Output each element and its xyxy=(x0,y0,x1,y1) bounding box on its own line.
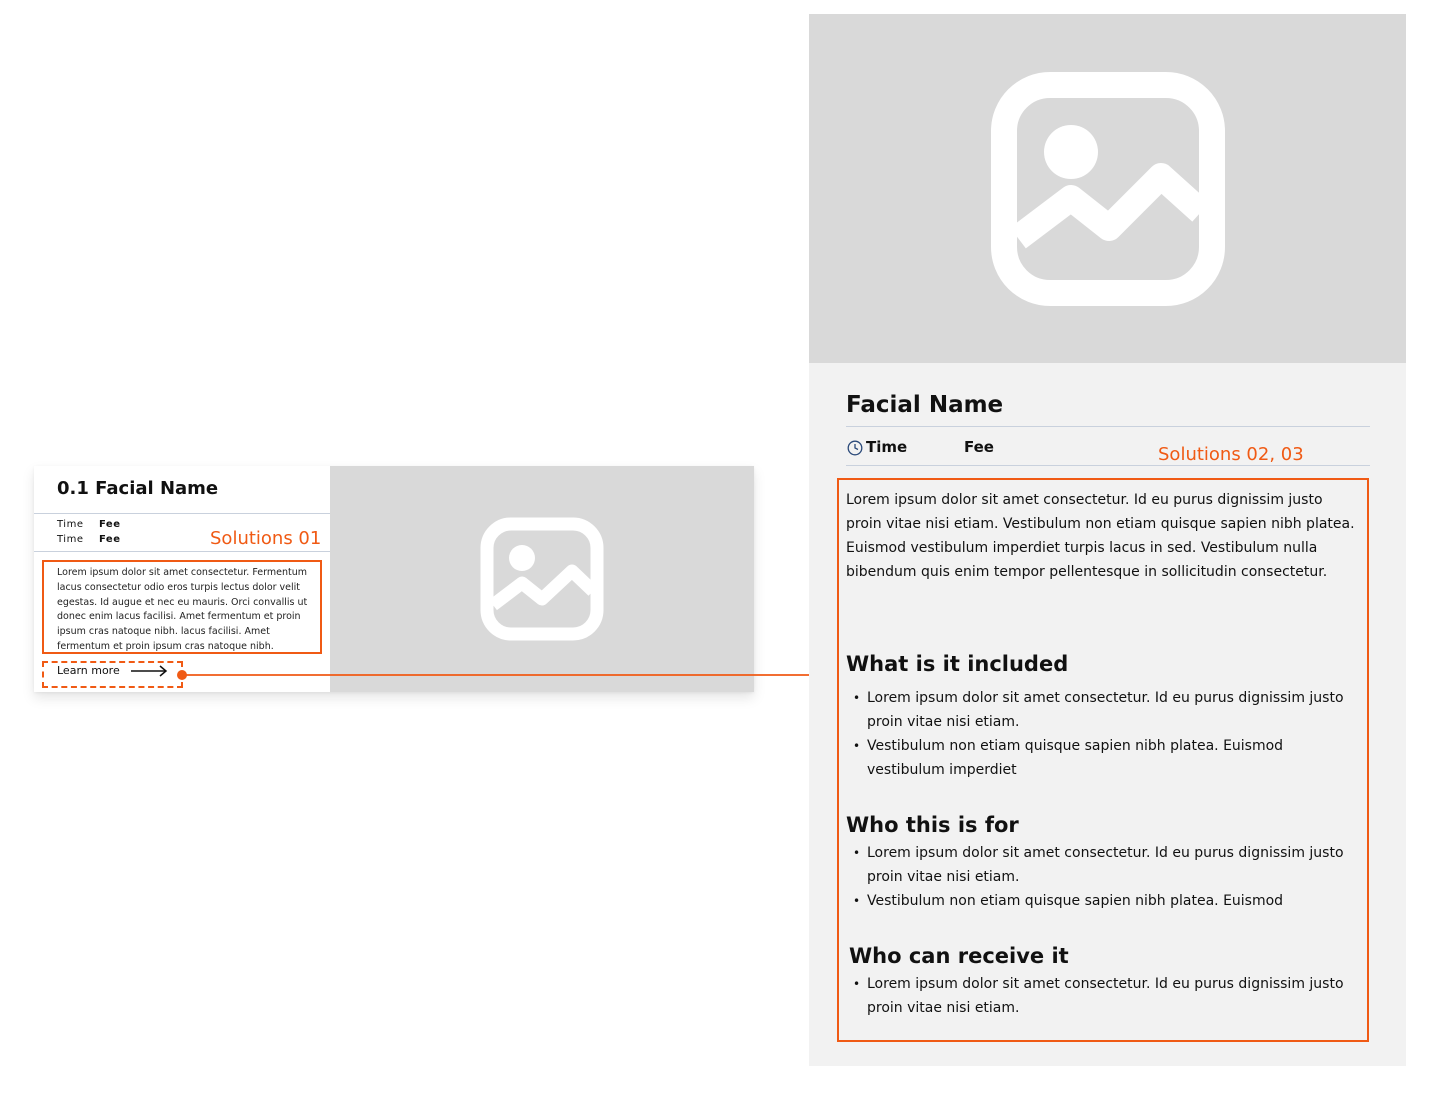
hero-image-placeholder xyxy=(809,14,1406,363)
list-item: • Vestibulum non etiam quisque sapien nibh platea. Euismod vestibulum imperdiet xyxy=(853,734,1361,782)
section-heading: Who this is for xyxy=(846,813,1019,837)
divider xyxy=(846,465,1370,466)
fee-label: Fee xyxy=(99,534,121,545)
time-label: Time xyxy=(57,519,84,530)
card-title: 0.1 Facial Name xyxy=(57,478,219,499)
learn-more-link[interactable] xyxy=(57,664,120,677)
bullet-list xyxy=(853,686,1361,782)
time-label: Time xyxy=(57,534,84,545)
list-item: • Lorem ipsum dolor sit amet consectetur. Id eu purus dignissim justo proin vitae nisi etiam. xyxy=(853,972,1361,1020)
list-item: • Lorem ipsum dolor sit amet consectetur. Id eu purus dignissim justo proin vitae nisi etiam. xyxy=(853,841,1361,889)
section-heading: What is it included xyxy=(846,652,1069,676)
list-item: • Vestibulum non etiam quisque sapien nibh platea. Euismod xyxy=(853,889,1361,913)
detail-panel xyxy=(809,14,1406,1066)
solutions-02-03-annotation: Solutions 02, 03 xyxy=(1158,444,1304,465)
image-icon xyxy=(991,72,1225,306)
fee-label: Fee xyxy=(99,519,121,530)
arrow-right-icon xyxy=(131,665,169,677)
section-heading: Who can receive it xyxy=(849,944,1069,968)
card-description: Lorem ipsum dolor sit amet consectetur. Fermentum lacus consectetur odio eros turpis lectus dolor velit egestas. Id augue et nec eu mauris. Orci convallis ut donec enim lacus facilisi. Amet fermentum et proin ipsum cras natoque nibh. lacus facilisi. Amet fermentum et proin ipsum cras natoque nibh. xyxy=(57,567,308,652)
image-icon xyxy=(480,517,604,641)
bullet-list xyxy=(853,841,1361,913)
card-meta-row xyxy=(57,519,121,530)
page-title: Facial Name xyxy=(846,392,1004,418)
fee-label: Fee xyxy=(964,438,994,456)
intro-paragraph: Lorem ipsum dolor sit amet consectetur. Id eu purus dignissim justo proin vitae nisi etiam. Vestibulum non etiam quisque sapien nibh platea. Euismod vestibulum imperdiet turpis lacus in sed. Vestibulum nulla bibendum quis enim tempor pellentesque in sollicitudin consectetur. xyxy=(846,492,1355,580)
list-item: • Lorem ipsum dolor sit amet consectetur. Id eu purus dignissim justo proin vitae nisi etiam. xyxy=(853,686,1361,734)
divider xyxy=(34,551,330,552)
card-image-placeholder xyxy=(330,466,754,692)
bullet-list xyxy=(853,972,1361,1020)
card-meta-row xyxy=(57,534,121,545)
learn-more-label: Learn more xyxy=(57,664,120,677)
time-label: Time xyxy=(866,438,908,456)
divider xyxy=(846,426,1370,427)
clock-icon xyxy=(847,440,863,456)
solutions-01-annotation: Solutions 01 xyxy=(210,528,322,549)
solution-card xyxy=(34,466,754,692)
divider xyxy=(34,513,330,514)
